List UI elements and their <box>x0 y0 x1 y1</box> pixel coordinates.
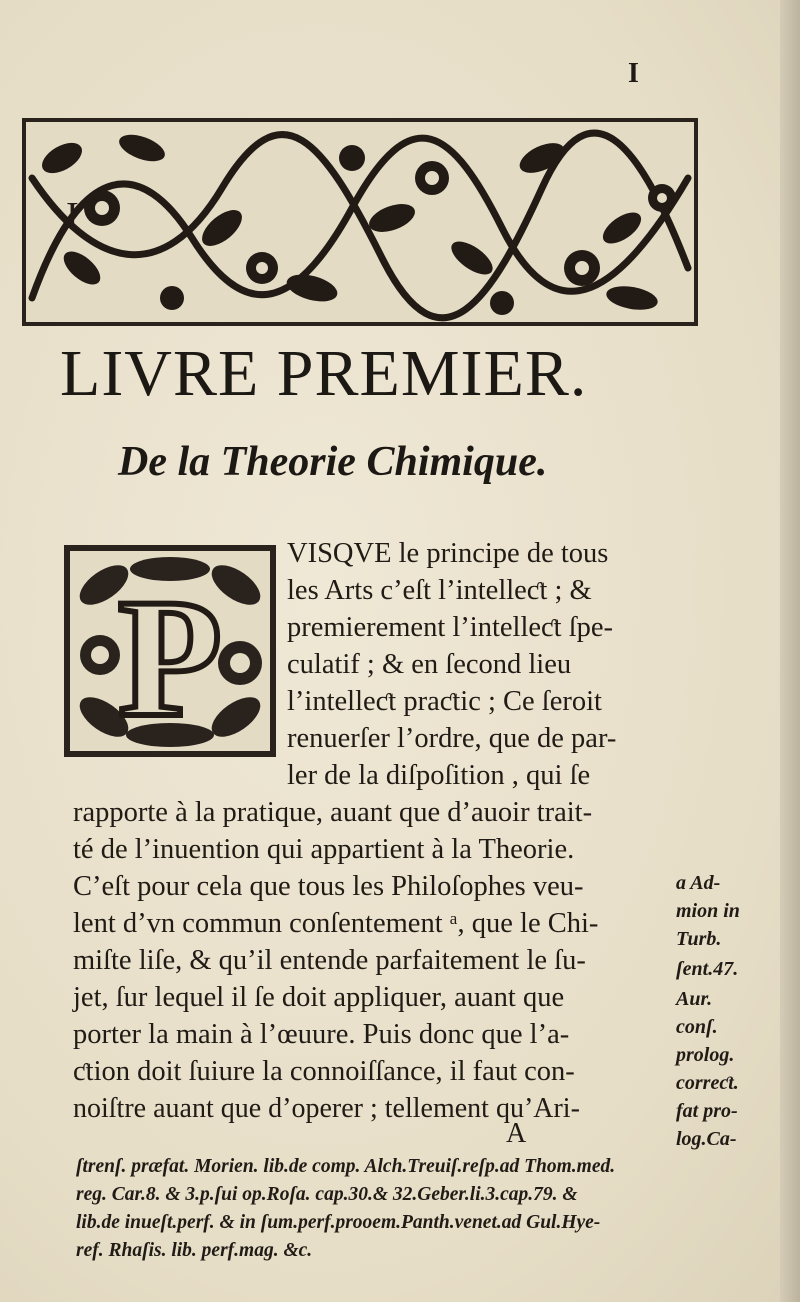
body-line: té de l’inuention qui appartient à la Theorie. <box>73 834 575 865</box>
body-line: rapporte à la pratique, auant que d’auoir trait- <box>73 797 593 828</box>
body-line: jet, ſur lequel il ſe doit appliquer, auant que <box>73 982 565 1013</box>
headband-letter: I <box>66 195 79 237</box>
body-line: VISQVE le principe de tous <box>287 538 609 569</box>
margin-note: fat pro- <box>676 1100 738 1122</box>
body-line: porter la main à l’œuure. Puis donc que l’a- <box>73 1019 570 1050</box>
initial-letter: P <box>118 564 222 752</box>
body-line: culatif ; & en ſecond lieu <box>287 649 572 680</box>
body-line: ler de la diſpoſition , qui ſe <box>287 760 591 791</box>
chapter-subtitle: De la Theorie Chimique. <box>118 439 548 485</box>
footnote-line: ref. Rhaſis. lib. perf.mag. &c. <box>76 1240 313 1261</box>
body-line: les Arts c’eſt l’intelleƈt ; & <box>287 575 592 606</box>
page-edge <box>780 0 800 1302</box>
margin-note: correƈt. <box>676 1072 739 1094</box>
footnote-line: reg. Car.8. & 3.p.ſui op.Roſa. cap.30.& 32.Geber.li.3.cap.79. & <box>76 1184 578 1205</box>
footnote-line: lib.de inueſt.perf. & in ſum.perf.prooem.Panth.venet.ad Gul.Hye- <box>76 1212 601 1233</box>
margin-note: Aur. <box>676 988 713 1010</box>
decorated-initial <box>64 545 276 757</box>
body-line: l’intelleƈt praƈtic ; Ce ſeroit <box>287 686 602 717</box>
page-number: I <box>628 58 639 89</box>
margin-note: a Ad- <box>676 872 721 894</box>
footnote-line: ſtrenſ. præfat. Morien. lib.de comp. Alch.Treuiſ.reſp.ad Thom.med. <box>76 1156 616 1177</box>
margin-note: mion in <box>676 900 740 922</box>
margin-note: log.Ca- <box>676 1128 737 1150</box>
chapter-title: LIVRE PREMIER. <box>60 337 588 410</box>
body-line: ƈtion doit ſuiure la connoiſſance, il faut con- <box>73 1056 575 1087</box>
body-line: miſte liſe, & qu’il entende parfaitement le ſu- <box>73 945 586 976</box>
signature-mark: A <box>506 1118 527 1149</box>
margin-note: ſent.47. <box>676 958 739 980</box>
ornamental-headband <box>22 118 698 326</box>
body-line: lent d’vn commun conſentement ᵃ, que le Chi- <box>73 908 599 939</box>
body-line: noiſtre auant que d’operer ; tellement qu’Ari- <box>73 1093 580 1124</box>
body-line: C’eſt pour cela que tous les Philoſophes veu- <box>73 871 584 902</box>
body-line: premierement l’intelleƈt ſpe- <box>287 612 614 643</box>
margin-note: prolog. <box>676 1044 735 1066</box>
body-line: renuerſer l’ordre, que de par- <box>287 723 617 754</box>
margin-note: conſ. <box>676 1016 718 1038</box>
margin-note: Turb. <box>676 928 722 950</box>
